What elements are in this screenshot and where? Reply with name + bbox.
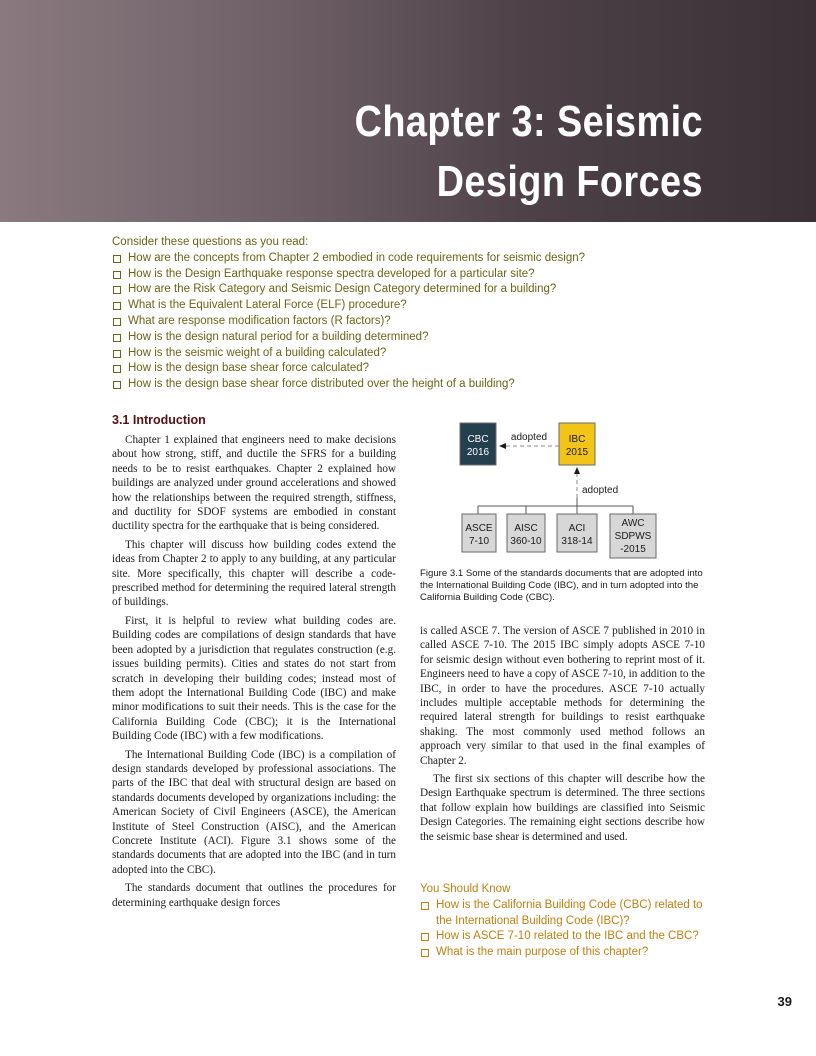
awc-version: -2015: [620, 544, 646, 555]
standards-diagram: [420, 418, 710, 568]
question-item: How is the seismic weight of a building calculated?: [112, 346, 712, 362]
chapter-title-line2: Design Forces: [436, 157, 703, 206]
checkbox-square-icon: [113, 350, 121, 358]
checkbox-square-icon: [113, 334, 121, 342]
questions-list: [112, 251, 712, 393]
arrow-up-icon: [574, 467, 580, 474]
ibc-year: 2015: [565, 447, 589, 458]
cbc-label: CBC: [467, 434, 489, 445]
question-item: How are the concepts from Chapter 2 embodied in code requirements for seismic design?: [112, 251, 712, 267]
asce-label: ASCE: [465, 523, 493, 534]
right-column: [420, 624, 705, 848]
page-number: 39: [777, 994, 792, 1009]
know-list: [420, 898, 710, 961]
aci-version: 318-14: [561, 536, 593, 547]
paragraph: Chapter 1 explained that engineers need to make decisions about how strong, stiff, and ductile the SFRS for a building needs to be to resist earthquakes. Chapter 2 explained how buildings are analyzed under ground accelerations and showed how the relationships between the required strength, stiffness, and ductility for SDOF systems are embodied in constant ductility spectra for the earthquake that is being considered.: [112, 434, 396, 533]
aisc-label: AISC: [514, 523, 538, 534]
question-item: How are the Risk Category and Seismic Design Category determined for a building?: [112, 282, 712, 298]
checkbox-square-icon: [113, 302, 121, 310]
question-item: How is the design base shear force calculated?: [112, 361, 712, 377]
question-item: What is the Equivalent Lateral Force (ELF) procedure?: [112, 298, 712, 314]
paragraph: This chapter will discuss how building codes extend the ideas from Chapter 2 to apply to any building, at any particular site. More specifically, this chapter will describe a code-prescribed method for determining the required lateral strength of buildings.: [112, 538, 396, 609]
awc-label: AWC: [621, 518, 645, 529]
you-should-know: [420, 882, 710, 961]
checkbox-square-icon: [113, 365, 121, 373]
know-item: How is ASCE 7-10 related to the IBC and the CBC?: [420, 929, 710, 945]
paragraph: The first six sections of this chapter will describe how the Design Earthquake spectrum is determined. The three sections that follow explain how buildings are classified into Seismic Design Categories. The remaining eight sections describe how the seismic base shear is determined and used.: [420, 773, 705, 843]
reading-questions: [112, 235, 712, 393]
question-item: How is the design base shear force distributed over the height of a building?: [112, 377, 712, 393]
question-item: How is the Design Earthquake response spectra developed for a particular site?: [112, 267, 712, 283]
question-item: What are response modification factors (R factors)?: [112, 314, 712, 330]
ibc-label: IBC: [568, 434, 586, 445]
question-item: How is the design natural period for a building determined?: [112, 330, 712, 346]
adopted-label-mid: adopted: [582, 485, 619, 496]
left-column: [112, 433, 396, 914]
aisc-version: 360-10: [510, 536, 542, 547]
checkbox-square-icon: [113, 318, 121, 326]
paragraph: The standards document that outlines the procedures for determining earthquake design forces: [112, 882, 396, 909]
paragraph: The International Building Code (IBC) is a compilation of design standards developed by professional associations. The parts of the IBC that deal with structural design are based on standards documents developed by organizations including: the American Society of Civil Engineers (ASCE), the American Institute of Steel Construction (AISC), and the American Concrete Institute (ACI). Figure 3.1 shows some of the standards documents that are adopted into the IBC (and in turn adopted into the CBC).: [112, 748, 396, 876]
know-lead: You Should Know: [420, 883, 511, 895]
paragraph: First, it is helpful to review what building codes are. Building codes are compilations of design standards that have been adopted by a jurisdiction that regulates construction (e.g. issues building permits). Cities and states do not start from scratch in developing their building codes; instead most of them adopt the International Building Code (IBC) and make minor modifications to suit their needs. This is the case for the California Building Code (CBC); it is the International Building Code (IBC) with a few modifications.: [112, 614, 396, 743]
awc-name: SDPWS: [614, 531, 652, 542]
checkbox-square-icon: [421, 933, 429, 941]
figure-caption: Figure 3.1 Some of the standards documents that are adopted into the International Building Code (IBC), and in turn adopted into the California Building Code (CBC).: [420, 568, 703, 603]
asce-version: 7-10: [468, 536, 490, 547]
know-item: What is the main purpose of this chapter?: [420, 945, 710, 961]
adopted-label-top: adopted: [510, 432, 548, 443]
questions-lead: Consider these questions as you read:: [112, 236, 309, 248]
arrow-left-icon: [499, 443, 506, 449]
paragraph: is called ASCE 7. The version of ASCE 7 published in 2010 in called ASCE 7-10. The 2015 IBC simply adopts ASCE 7-10 for seismic design without even bothering to reprint most of it. Engineers need to have a copy of ASCE 7-10, in addition to the IBC, in order to have the procedures. ASCE 7-10 actually includes multiple acceptable methods for determining the required lateral strength for buildings to resist earthquake shaking. The most commonly used method follows an approach very similar to that used in the final examples of Chapter 2.: [420, 625, 705, 767]
know-item: How is the California Building Code (CBC) related to the International Building Code (IBC)?: [420, 898, 710, 930]
checkbox-square-icon: [113, 286, 121, 294]
checkbox-square-icon: [113, 255, 121, 263]
checkbox-square-icon: [421, 902, 429, 910]
checkbox-square-icon: [113, 381, 121, 389]
chapter-title-line1: Chapter 3: Seismic: [354, 97, 703, 146]
section-heading: 3.1 Introduction: [112, 413, 206, 427]
checkbox-square-icon: [421, 949, 429, 957]
aci-label: ACI: [568, 523, 586, 534]
chapter-title: [221, 92, 703, 212]
checkbox-square-icon: [113, 271, 121, 279]
cbc-year: 2016: [466, 447, 490, 458]
